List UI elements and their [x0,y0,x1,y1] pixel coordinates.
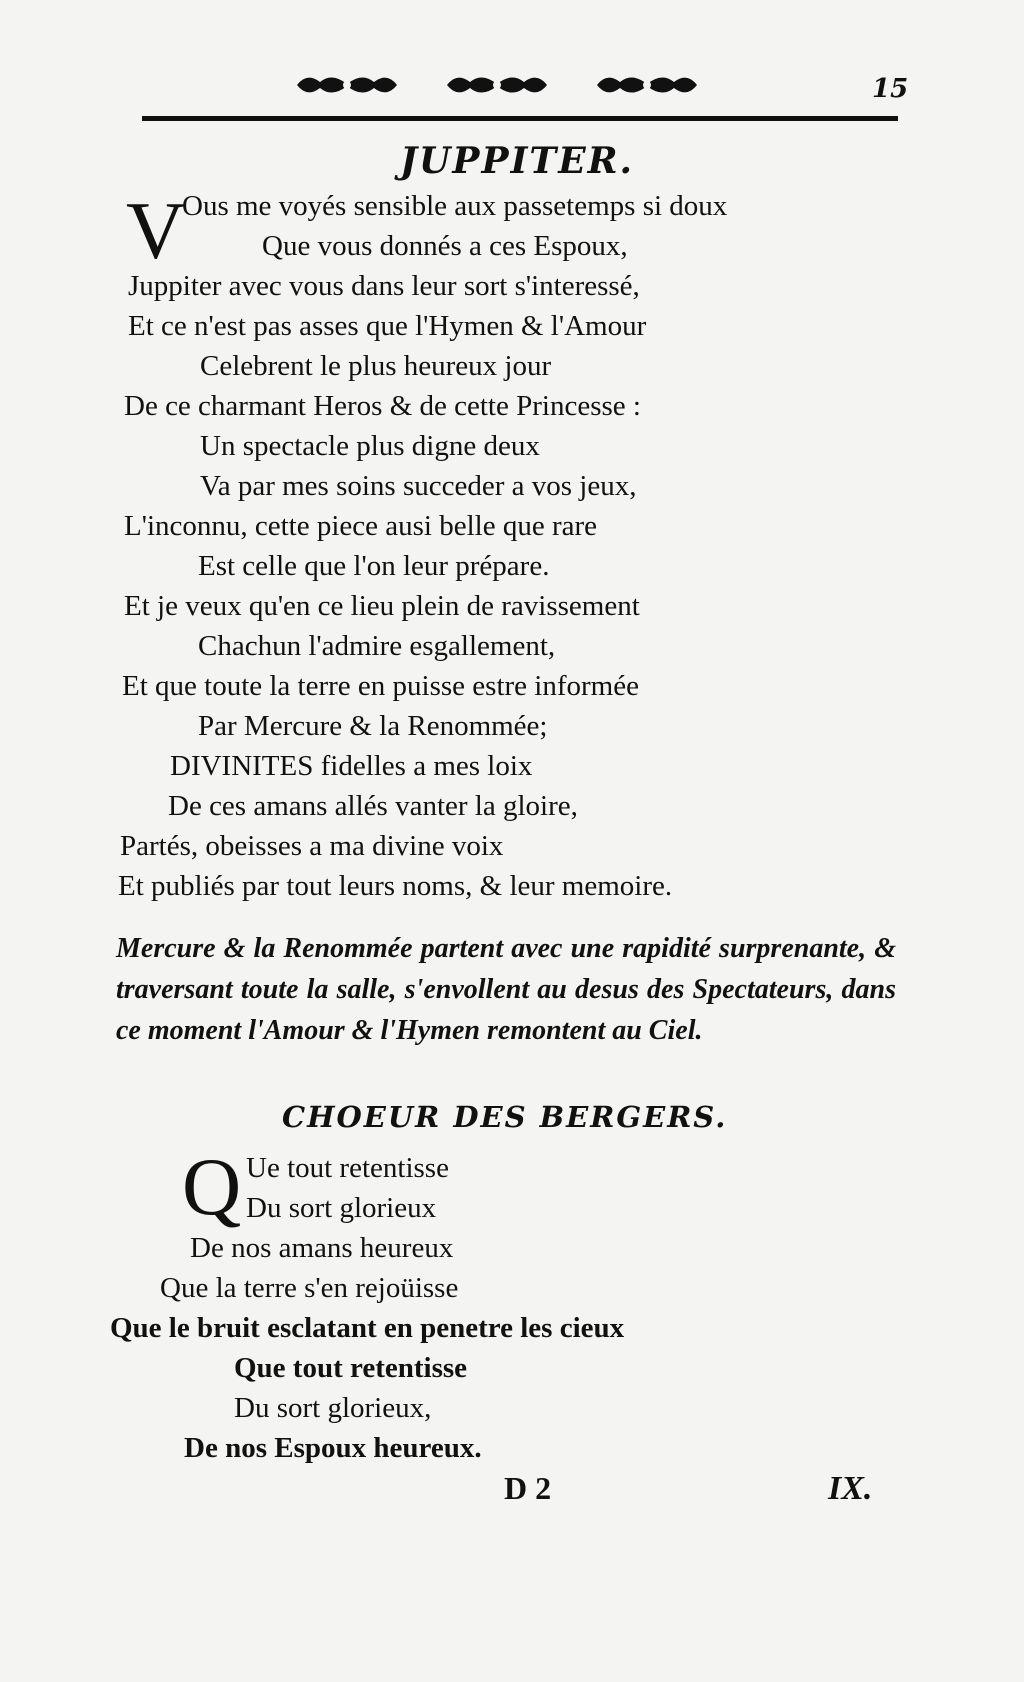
stage-direction: Mercure & la Renommée partent avec une rapidité surprenante, & traversant toute la salle, s'envollent au desus des Spectateurs, dans ce moment l'Amour & l'Hymen remontent au Ciel. [116,933,896,1046]
speaker-heading-jupiter: JUPPITER. [400,140,635,182]
verse-line: Et publiés par tout leurs noms, & leur memoire. [118,870,673,902]
catchword: IX. [828,1470,873,1507]
header-rule [142,116,898,121]
verse-line: De nos Espoux heureux. [184,1432,482,1464]
verse-line: Partés, obeisses a ma divine voix [120,830,504,862]
verse-line: Un spectacle plus digne deux [200,430,540,462]
verse-line: Juppiter avec vous dans leur sort s'interessé, [128,270,640,302]
verse-line: DIVINITES fidelles a mes loix [170,750,533,782]
verse-line: Que tout retentisse [234,1352,468,1384]
fleuron-ornament-1 [292,70,402,100]
verse-line: De nos amans heureux [190,1232,454,1264]
page-number: 15 [872,74,909,104]
verse-line: De ces amans allés vanter la gloire, [168,790,578,822]
verse-line: De ce charmant Heros & de cette Princesse : [124,390,641,422]
verse-line: Ue tout retentisse [246,1152,449,1184]
verse-line: Du sort glorieux, [234,1392,432,1424]
verse-line: Que vous donnés a ces Espoux, [262,230,628,262]
verse-line: Et je veux qu'en ce lieu plein de ravissement [124,590,640,622]
verse-line: Ous me voyés sensible aux passetemps si doux [182,190,728,222]
verse-line: Chachun l'admire esgallement, [198,630,556,662]
verse-line: Par Mercure & la Renommée; [198,710,548,742]
drop-cap-v: V [126,185,186,276]
fleuron-ornament-2 [442,70,552,100]
verse-line: Du sort glorieux [246,1192,437,1224]
speaker-heading-choeur: CHOEUR DES BERGERS. [282,1100,728,1134]
verse-line: L'inconnu, cette piece ausi belle que rare [124,510,598,542]
verse-line: Celebrent le plus heureux jour [200,350,552,382]
verse-line: Que le bruit esclatant en penetre les cieux [110,1312,625,1344]
drop-cap-q: Q [182,1141,242,1232]
verse-line: Et ce n'est pas asses que l'Hymen & l'Amour [128,310,647,342]
signature-mark: D 2 [504,1470,552,1506]
header-ornament-band [292,68,712,102]
verse-line: Va par mes soins succeder a vos jeux, [200,470,637,502]
verse-line: Est celle que l'on leur prépare. [198,550,550,582]
verse-line: Que la terre s'en rejoüisse [160,1272,459,1304]
verse-line: Et que toute la terre en puisse estre informée [122,670,639,702]
fleuron-ornament-3 [592,70,702,100]
